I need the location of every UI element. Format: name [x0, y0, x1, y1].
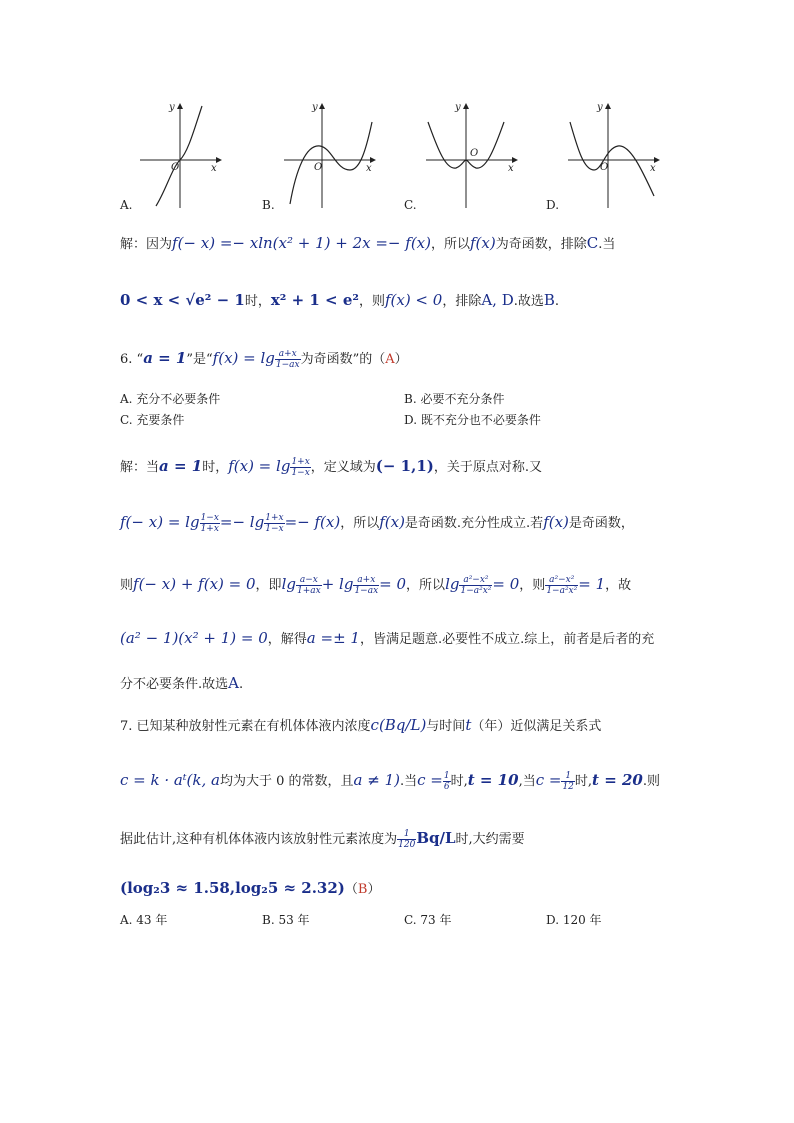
graph-b-y-label: y — [312, 102, 318, 113]
q6-option-a: A. 充分不必要条件 — [120, 392, 221, 406]
denominator: 120 — [398, 840, 416, 850]
math-expr: = 0 — [492, 575, 520, 593]
text-span: ） — [394, 352, 408, 367]
graph-c — [424, 100, 524, 210]
numerator: a²−x² — [459, 575, 492, 586]
text-span: ，则 — [519, 578, 546, 593]
fraction — [459, 575, 492, 596]
text-span: 时, — [450, 774, 468, 789]
graph-c-x-label: x — [508, 163, 514, 174]
text-span: 是奇函数.充分性成立.若 — [404, 516, 544, 531]
graph-c-y-label: y — [455, 102, 461, 113]
text-span: . — [554, 294, 560, 309]
math-expr: t — [465, 716, 472, 734]
text-span: 时,大约需要 — [455, 832, 525, 847]
math-expr: = 0 — [379, 575, 407, 593]
math-expr: a =± 1 — [306, 629, 360, 647]
option-letter: C — [586, 234, 599, 252]
math-expr: =− f(x) — [284, 513, 341, 531]
math-expr: f(x) — [543, 513, 569, 531]
numerator: a−x — [296, 575, 322, 586]
graph-b-origin-label: O — [314, 162, 323, 173]
question-7-line-4 — [120, 878, 381, 897]
graph-a-y-label: y — [169, 102, 175, 113]
math-expr: lg — [281, 575, 296, 593]
text-span: ，则 — [358, 294, 385, 309]
math-expr: c = — [417, 771, 443, 789]
text-span: .则 — [642, 774, 661, 789]
fraction — [353, 575, 379, 596]
numerator: 1+x — [265, 513, 284, 523]
text-span: ，故 — [605, 578, 632, 593]
text-span: 据此估计,这种有机体体液内该放射性元素浓度为 — [120, 832, 398, 847]
text-span: 时， — [202, 460, 229, 475]
math-expr: a ≠ 1) — [353, 771, 400, 789]
math-expr: f(− x) =− xln(x² + 1) + 2x =− f(x) — [172, 234, 431, 252]
numerator: a²−x² — [545, 575, 578, 586]
solution-6-line-5 — [120, 673, 243, 692]
question-number: 6. — [120, 352, 133, 367]
text-span: 解：因为 — [120, 237, 173, 252]
graph-d-label: D. — [546, 198, 560, 212]
question-7-line-3 — [120, 828, 525, 850]
denominator: 1+x — [200, 524, 219, 534]
text-span: 均为大于 0 的常数，且 — [219, 774, 354, 789]
fraction — [443, 771, 451, 792]
numerator: a+x — [353, 575, 379, 586]
fraction — [545, 575, 578, 596]
math-expr: (− 1,1) — [375, 457, 434, 475]
solution-6-line-1 — [120, 456, 542, 478]
math-expr: a = 1 — [159, 457, 203, 475]
text-span: 与时间 — [426, 719, 466, 734]
fraction — [561, 771, 574, 792]
graph-a-x-label: x — [211, 163, 217, 174]
denominator: 12 — [562, 782, 574, 792]
answer-letter: A — [385, 352, 395, 367]
graph-d-x-label: x — [650, 163, 656, 174]
math-expr: (a² − 1)(x² + 1) = 0 — [120, 629, 268, 647]
q7-option-a: A. 43 年 — [120, 913, 168, 927]
math-expr: x² + 1 < e² — [270, 291, 359, 309]
q6-option-b: B. 必要不充分条件 — [404, 392, 505, 406]
denominator: 1−a²x² — [460, 586, 492, 596]
question-7-line-2 — [120, 770, 660, 792]
text-span: （年）近似满足关系式 — [471, 719, 602, 734]
text-span: 则 — [120, 578, 134, 593]
text-span: 时, — [574, 774, 593, 789]
text-span: ，排除 — [442, 294, 482, 309]
text-span: ，即 — [255, 578, 282, 593]
fraction — [290, 457, 310, 478]
q7-option-b: B. 53 年 — [262, 913, 310, 927]
math-expr: f(x) < 0 — [384, 291, 443, 309]
option-letter: B — [543, 291, 555, 309]
graph-d-y-label: y — [597, 102, 603, 113]
numerator: 1 — [443, 771, 450, 781]
question-7-line-1 — [120, 715, 601, 734]
math-expr: lg — [445, 575, 460, 593]
math-expr: f(x) — [470, 234, 496, 252]
math-expr: c = — [535, 771, 562, 789]
answer-letter: B — [357, 882, 368, 897]
math-expr: =− lg — [219, 513, 265, 531]
denominator: 1+ax — [296, 586, 321, 596]
text-span: ，皆满足题意.必要性不成立.综上，前者是后者的充 — [359, 632, 655, 647]
q7-option-c: C. 73 年 — [404, 913, 452, 927]
denominator: 1−x — [291, 468, 310, 478]
text-span: ，所以 — [406, 578, 446, 593]
math-expr: = 1 — [578, 575, 606, 593]
math-expr: Bq/L — [416, 829, 456, 847]
graph-a-origin-label: O — [171, 162, 180, 173]
text-span: ） — [367, 882, 381, 897]
numerator: 1−x — [200, 513, 219, 523]
question-6 — [120, 348, 408, 370]
numerator: 1+x — [291, 457, 310, 467]
graph-c-origin-label: O — [470, 148, 479, 159]
text-span: .故选 — [513, 294, 544, 309]
math-expr: (log₂3 ≈ 1.58,log₂5 ≈ 2.32) — [120, 879, 345, 897]
denominator: 1−ax — [354, 586, 379, 596]
text-span: 为奇函数，排除 — [495, 237, 587, 252]
text-span: （ — [344, 882, 358, 897]
math-expr: t = 20 — [592, 771, 643, 789]
math-expr: a = 1 — [143, 349, 187, 367]
math-expr: t = 10 — [467, 771, 519, 789]
math-expr: c(Bq/L) — [370, 716, 427, 734]
math-expr: f(− x) + f(x) = 0 — [133, 575, 256, 593]
solution-6-line-3 — [120, 574, 631, 596]
math-expr: f(x) — [379, 513, 405, 531]
numerator: 1 — [561, 771, 574, 782]
fraction — [264, 513, 284, 534]
numerator: a+x — [275, 349, 301, 360]
math-expr: + lg — [321, 575, 354, 593]
graph-d — [566, 100, 666, 210]
fraction — [275, 349, 301, 370]
text-span: ，所以 — [340, 516, 380, 531]
solution-6-line-4 — [120, 628, 654, 647]
q6-option-d: D. 既不充分也不必要条件 — [404, 413, 541, 427]
denominator: 1−ax — [275, 360, 300, 370]
option-letter: A — [228, 674, 239, 692]
text-span: 分不必要条件.故选 — [120, 677, 229, 692]
math-expr: f(x) = lg — [212, 349, 275, 367]
denominator: 1−x — [265, 524, 284, 534]
solution-6-line-2 — [120, 512, 634, 534]
math-expr: c = k · aᵗ(k, a — [120, 771, 220, 789]
text-span: . — [238, 677, 244, 692]
text-span: ,当 — [518, 774, 536, 789]
text-span: 解：当 — [120, 460, 160, 475]
text-span: ”是“ — [186, 352, 213, 367]
q7-option-d: D. 120 年 — [546, 913, 602, 927]
text-span: ，所以 — [430, 237, 470, 252]
text-span: ，关于原点对称.又 — [433, 460, 543, 475]
q6-option-c: C. 充要条件 — [120, 413, 185, 427]
text-span: 是奇函数， — [568, 516, 634, 531]
math-expr: f(− x) = lg — [120, 513, 200, 531]
denominator: 6 — [443, 782, 450, 792]
text-span: “ — [136, 352, 144, 367]
text-span: ，解得 — [267, 632, 307, 647]
graph-b-label: B. — [262, 198, 275, 212]
graph-b — [282, 100, 382, 210]
denominator: 1−a²x² — [546, 586, 578, 596]
text-span: ，定义域为 — [310, 460, 376, 475]
graph-c-label: C. — [404, 198, 417, 212]
math-expr: 0 < x < √e² − 1 — [120, 291, 245, 309]
fraction — [296, 575, 322, 596]
fraction — [397, 829, 416, 850]
text-span: 7. 已知某种放射性元素在有机体体液内浓度 — [120, 719, 371, 734]
graph-a — [138, 100, 228, 210]
graph-d-origin-label: O — [600, 162, 609, 173]
fraction — [200, 513, 220, 534]
solution-5-line-2 — [120, 290, 559, 309]
math-expr: f(x) = lg — [228, 457, 291, 475]
text-span: .当 — [399, 774, 418, 789]
solution-5-line-1 — [120, 233, 615, 252]
text-span: .当 — [598, 237, 616, 252]
option-letters: A, D — [481, 291, 514, 309]
numerator: 1 — [397, 829, 416, 840]
text-span: 时， — [244, 294, 271, 309]
text-span: 为奇函数”的（ — [300, 352, 386, 367]
graph-a-label: A. — [120, 198, 133, 212]
graph-b-x-label: x — [366, 163, 372, 174]
